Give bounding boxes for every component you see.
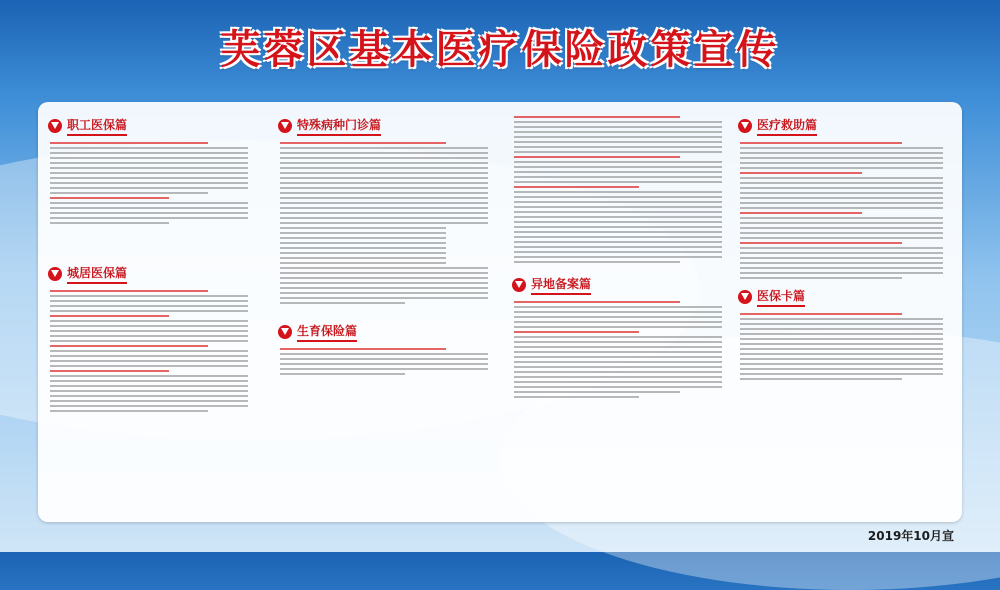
section-heading-medical-assistance: 医疗救助篇 [738, 116, 943, 136]
section-body-remote-registration [512, 301, 722, 398]
arrow-badge-icon [278, 119, 292, 133]
section-body-special-disease [278, 142, 488, 304]
arrow-badge-icon [48, 119, 62, 133]
arrow-badge-icon [738, 119, 752, 133]
column-4 [738, 110, 943, 383]
column-1 [48, 110, 248, 415]
section-body-maternity-insurance [278, 348, 488, 375]
section-body-insurance-card [738, 313, 943, 380]
arrow-badge-icon [278, 325, 292, 339]
section-body-employee-insurance [48, 142, 248, 224]
issue-date: 2019年10月宣 [867, 529, 954, 543]
page-title: 芙蓉区基本医疗保险政策宣传 [220, 26, 780, 73]
section-heading-resident-insurance: 城居医保篇 [48, 264, 248, 284]
section-heading-maternity-insurance: 生育保险篇 [278, 322, 488, 342]
section-heading-insurance-card: 医保卡篇 [738, 287, 943, 307]
section-heading-special-disease: 特殊病种门诊篇 [278, 116, 488, 136]
section-heading-employee-insurance: 职工医保篇 [48, 116, 248, 136]
arrow-badge-icon [512, 278, 526, 292]
arrow-badge-icon [738, 290, 752, 304]
section-body-resident-insurance [48, 290, 248, 412]
section-body-medical-assistance [738, 142, 943, 279]
section-heading-remote-registration: 异地备案篇 [512, 275, 722, 295]
arrow-badge-icon [48, 267, 62, 281]
column-3 [512, 110, 722, 401]
column-2 [278, 110, 488, 378]
section-body-continued [512, 116, 722, 263]
